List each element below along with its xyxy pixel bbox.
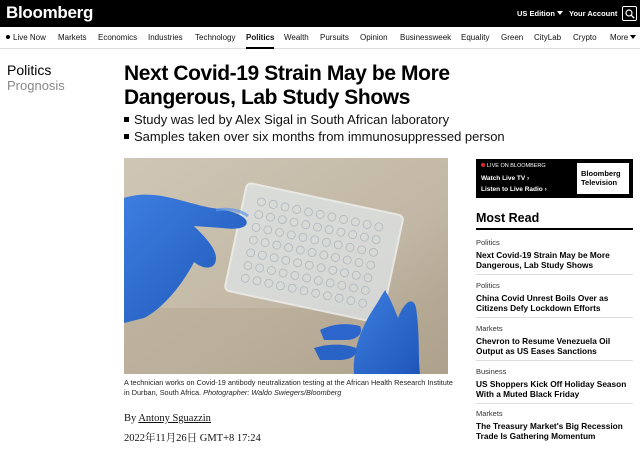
nav-businessweek[interactable]: Businessweek — [400, 33, 452, 42]
search-button[interactable] — [622, 6, 637, 21]
most-read-item[interactable] — [476, 281, 633, 313]
caption-text: A technician works on Covid-19 antibody neutralization testing at the African Health Research Institute in Durban, South Africa. — [124, 378, 453, 397]
most-read-rule — [476, 228, 633, 230]
nav-green[interactable]: Green — [501, 33, 524, 42]
byline — [124, 413, 211, 424]
live-tag-label: LIVE ON BLOOMBERG — [487, 163, 546, 169]
most-read-category[interactable]: Markets — [476, 324, 503, 333]
chevron-down-icon — [630, 35, 636, 39]
summary-bullet: Samples taken over six months from immunosuppressed person — [124, 128, 524, 145]
most-read-headline[interactable]: The Treasury Market's Big Recession Trade Is Gathering Momentum — [476, 421, 623, 441]
subsection-label[interactable]: Prognosis — [7, 78, 65, 93]
chevron-right-icon: › — [527, 175, 530, 182]
nav-markets[interactable]: Markets — [58, 33, 87, 42]
summary-bullet: Study was led by Alex Sigal in South African laboratory — [124, 111, 524, 128]
divider — [476, 360, 633, 361]
nav-equality[interactable]: Equality — [461, 33, 490, 42]
section-nav — [0, 27, 640, 49]
listen-live-radio-link[interactable] — [481, 186, 547, 193]
most-read-item[interactable] — [476, 409, 633, 441]
nav-live-now[interactable] — [6, 33, 46, 42]
watch-live-tv-link[interactable] — [481, 175, 529, 182]
account-link[interactable]: Your Account — [569, 9, 618, 18]
live-dot-icon — [6, 35, 10, 39]
most-read-category[interactable]: Markets — [476, 409, 503, 418]
most-read-item[interactable] — [476, 238, 633, 270]
nav-pursuits[interactable]: Pursuits — [320, 33, 349, 42]
nav-wealth[interactable]: Wealth — [284, 33, 309, 42]
listen-label: Listen to Live Radio — [481, 186, 543, 193]
publish-timestamp: 2022年11月26日 GMT+8 17:24 — [124, 433, 261, 444]
top-bar — [0, 0, 640, 27]
divider — [476, 274, 633, 275]
most-read-title: Most Read — [476, 211, 540, 225]
live-dot-icon — [481, 163, 485, 167]
most-read-item[interactable] — [476, 324, 633, 356]
nav-label: Live Now — [13, 33, 46, 42]
chevron-right-icon: › — [544, 186, 547, 193]
live-on-bloomberg-box — [476, 159, 633, 198]
byline-prefix: By — [124, 413, 137, 424]
most-read-headline[interactable]: Chevron to Resume Venezuela Oil Output as US Eases Sanctions — [476, 336, 611, 356]
divider — [476, 403, 633, 404]
most-read-headline[interactable]: China Covid Unrest Boils Over as Citizens Defy Lockdown Efforts — [476, 293, 609, 313]
most-read-category[interactable]: Politics — [476, 238, 500, 247]
nav-more[interactable] — [610, 33, 636, 42]
edition-label: US Edition — [517, 9, 555, 18]
lab-technician-photo — [124, 158, 448, 374]
watch-label: Watch Live TV — [481, 175, 526, 182]
section-label[interactable]: Politics — [7, 62, 52, 78]
most-read-category[interactable]: Business — [476, 367, 507, 376]
author-link[interactable]: Antony Sguazzin — [138, 413, 211, 424]
nav-industries[interactable]: Industries — [148, 33, 183, 42]
nav-economics[interactable]: Economics — [98, 33, 138, 42]
tv-logo-line2: Television — [581, 178, 618, 187]
article-headline: Next Covid-19 Strain May be More Dangerous, Lab Study Shows — [124, 62, 450, 109]
divider — [476, 317, 633, 318]
bloomberg-television-logo[interactable] — [577, 163, 629, 194]
most-read-headline[interactable]: US Shoppers Kick Off Holiday Season With a Muted Black Friday — [476, 379, 627, 399]
search-icon — [625, 9, 635, 19]
most-read-category[interactable]: Politics — [476, 281, 500, 290]
live-tag — [481, 163, 546, 169]
most-read-headline[interactable]: Next Covid-19 Strain May be More Dangerous, Lab Study Shows — [476, 250, 610, 270]
article-summary — [124, 111, 524, 145]
bloomberg-logo[interactable]: Bloomberg — [6, 3, 94, 22]
edition-selector[interactable] — [517, 9, 563, 18]
nav-label: More — [610, 33, 629, 42]
photo-caption — [124, 378, 454, 398]
nav-politics[interactable]: Politics — [246, 33, 275, 42]
most-read-item[interactable] — [476, 367, 633, 399]
nav-technology[interactable]: Technology — [195, 33, 236, 42]
nav-opinion[interactable]: Opinion — [360, 33, 388, 42]
nav-citylab[interactable]: CityLab — [534, 33, 562, 42]
article-photo — [124, 158, 448, 374]
tv-logo-line1: Bloomberg — [581, 169, 621, 178]
chevron-down-icon — [557, 11, 563, 15]
nav-crypto[interactable]: Crypto — [573, 33, 597, 42]
photo-credit: Photographer: Waldo Swiegers/Bloomberg — [203, 388, 342, 397]
